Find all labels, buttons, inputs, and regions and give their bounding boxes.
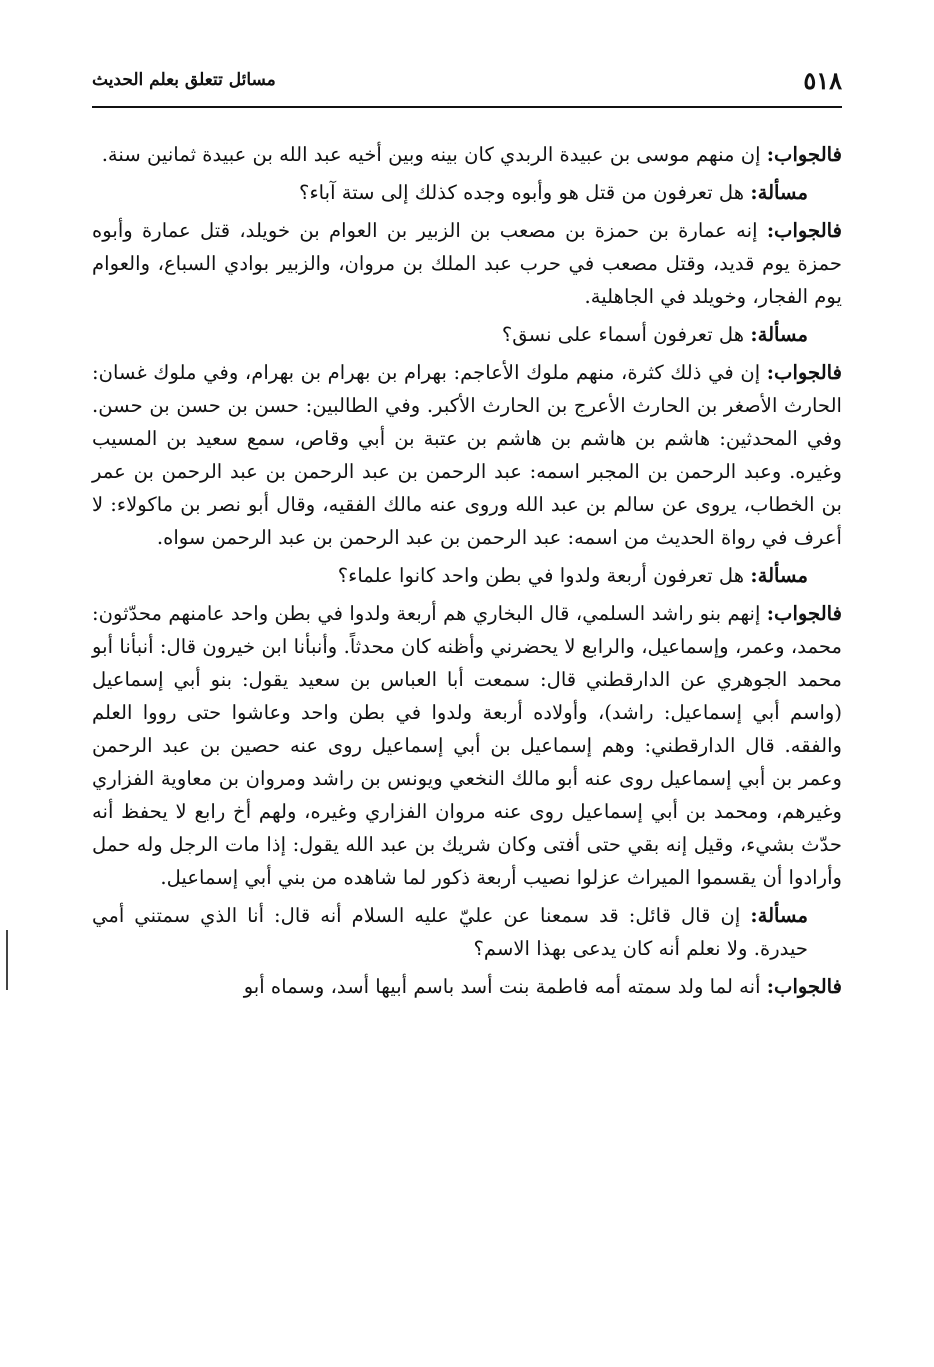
answer-label: فالجواب: — [766, 975, 842, 998]
paragraph-text: إنهم بنو راشد السلمي، قال البخاري هم أربعة ولدوا في بطن واحد عامنهم محدّثون: محمد، وعمر، وإسماعيل، والرابع لا يحضرني وأظنه كان محدثاً. وأنبأنا ابن خيرون قال: أنبأنا أبو محمد الجوهري عن الدارقطني قال: سمعت أبا العباس بن سعيد يقول: بنو أبي إسماعيل (واسم أبي إسماعيل: راشد)، وأولاده أربعة ولدوا في بطن واحد وعاشوا حتى رووا العلم والفقه. قال الدارقطني: وهم إسماعيل بن أبي إسماعيل روى عنه حصين بن عبد الرحمن وعمر بن أبي إسماعيل روى عنه أبو مالك النخعي ويونس بن راشد ومروان بن معاوية الفزاري وغيرهم، ومحمد بن أبي إسماعيل روى عنه مروان الفزاري وغيره، ولهم أخ رابع لا يحفظ أنه حدّث بشيء، وقيل إنه بقي حتى أفتى وكان شريك بن عبد الله يقول: إذا مات الرجل وله حمل وأرادوا أن يقسموا الميراث عزلوا نصيب أربعة ذكور لما شاهده من بني أبي إسماعيل. — [92, 602, 842, 889]
question-label: مسألة: — [750, 904, 808, 927]
answer-label: فالجواب: — [766, 602, 842, 625]
question-paragraph — [92, 899, 842, 965]
question-label: مسألة: — [750, 323, 808, 346]
answer-label: فالجواب: — [766, 361, 842, 384]
paragraph-text: إن منهم موسى بن عبيدة الربدي كان بينه وبين أخيه عبد الله بن عبيدة ثمانين سنة. — [101, 143, 761, 166]
answer-label: فالجواب: — [766, 143, 842, 166]
answer-paragraph — [92, 970, 842, 1003]
question-label: مسألة: — [750, 181, 808, 204]
paragraph-text: إنه عمارة بن حمزة بن مصعب بن الزبير بن العوام بن خويلد، قتل عمارة وأبوه حمزة يوم قديد، وقتل مصعب في حرب عبد الملك بن مروان، والزبير بوادي السباع، والعوام يوم الفجار، وخويلد في الجاهلية. — [92, 219, 842, 308]
paragraph-text: أنه لما ولد سمته أمه فاطمة بنت أسد باسم أبيها أسد، وسماه أبو — [243, 975, 761, 998]
paragraph-text: إن في ذلك كثرة، منهم ملوك الأعاجم: بهرام بن بهرام بن بهرام، وفي ملوك غسان: الحارث الأصغر بن الحارث الأعرج بن الحارث الأكبر. وفي الطالبين: حسن بن حسن بن حسن. وفي المحدثين: هاشم بن هاشم بن هاشم بن عتبة بن أبي وقاص، سمع سعيد بن المسيب وغيره. وعبد الرحمن بن المجبر اسمه: عبد الرحمن بن عبد الرحمن بن عبد الرحمن بن عمر بن الخطاب، يروى عن سالم بن عبد الله وروى عنه مالك الفقيه، وقال أبو نصر بن ماكولاء: لا أعرف في رواة الحديث من اسمه: عبد الرحمن بن عبد الرحمن بن عبد الرحمن سواه. — [92, 361, 842, 549]
answer-paragraph — [92, 356, 842, 554]
paragraph-text: هل تعرفون من قتل هو وأبوه وجده كذلك إلى ستة آباء؟ — [299, 181, 745, 204]
page-number: ٥١٨ — [803, 66, 842, 95]
answer-paragraph — [92, 138, 842, 171]
page-header — [92, 62, 842, 108]
question-paragraph — [92, 176, 842, 209]
running-title: مسائل تتعلق بعلم الحديث — [92, 70, 276, 90]
paragraph-text: هل تعرفون أربعة ولدوا في بطن واحد كانوا علماء؟ — [337, 564, 745, 587]
answer-paragraph — [92, 597, 842, 894]
question-paragraph — [92, 318, 842, 351]
question-paragraph — [92, 559, 842, 592]
scan-margin-mark — [6, 930, 8, 990]
paragraph-text: إن قال قائل: قد سمعنا عن عليّ عليه السلام أنه قال: أنا الذي سمتني أمي حيدرة. ولا نعلم أنه كان يدعى بهذا الاسم؟ — [92, 904, 808, 960]
question-label: مسألة: — [750, 564, 808, 587]
paragraph-text: هل تعرفون أسماء على نسق؟ — [501, 323, 745, 346]
answer-paragraph — [92, 214, 842, 313]
answer-label: فالجواب: — [766, 219, 843, 242]
body-text — [92, 138, 842, 1008]
